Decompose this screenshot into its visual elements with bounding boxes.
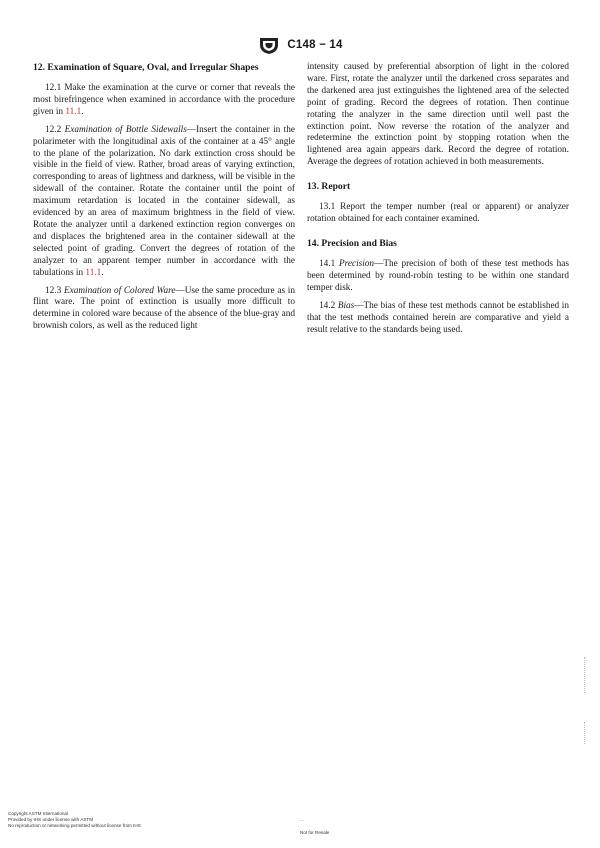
paragraph-12-1-text: 12.1 Make the examination at the curve or corner that reveals the most birefringence when examined in accordance with the procedure given in — [33, 83, 295, 117]
section-12-heading: 12. Examination of Square, Oval, and Irregular Shapes — [33, 62, 259, 73]
reference-link-11-1-second[interactable]: 11.1 — [85, 267, 102, 278]
paragraph-14-1-number: 14.1 — [319, 258, 339, 269]
paragraph-14-2-title: Bias — [337, 300, 355, 311]
paragraph-12-2 — [33, 125, 295, 280]
margin-dot-divider-upper — [584, 657, 587, 693]
left-column — [33, 62, 295, 342]
paragraph-14-1 — [307, 259, 569, 295]
paragraph-12-3-number: 12.3 — [45, 285, 64, 296]
paragraph-12-1-end: . — [81, 106, 84, 117]
paragraph-12-2-end: . — [101, 267, 104, 278]
two-column-body — [33, 62, 569, 342]
paragraph-12-3-continued: intensity caused by preferential absorption of light in the colored ware. First, rotate the analyzer until the darkened cross separates and the darkened area just extinguishes the lightened area of the selected point of grading. Record the degrees of rotation. Then continue rotating the analyzer in the same direction until well past the extinction point. Now reverse the rotation of the analyzer and redetermine the extinction point by stopping rotation when the lightened area again appears dark. Record the degree of rotation. Average the degrees of rotation achieved in both measurements. — [307, 62, 569, 168]
reference-link-11-1[interactable]: 11.1 — [65, 106, 82, 117]
paragraph-12-1 — [33, 83, 295, 119]
paragraph-14-2-text: —The bias of these test methods cannot be established in that the test methods contained herein are comparative and yield a result relative to the standards being used. — [307, 300, 569, 335]
paragraph-14-2 — [307, 301, 569, 337]
paragraph-12-2-text: —Insert the container in the polarimeter with the longitudinal axis of the container at a 45° angle to the plane of the polarization. No dark extinction cross should be visible in the field of view. Rather, broad areas of varying extinction, corresponding to areas of lightness and darkness, will be visible in the sidewall of the container. Rotate the container until the point of maximum retardation is located in the container sidewall, as evidenced by an area of maximum brightness in the field of view. Rotate the analyzer until a darkened extinction region converges on and displaces the brightened area in the container sidewall at the selected point of grading. Convert the degrees of rotation of the analyzer to an apparent temper number in accordance with the tabulations in — [33, 124, 295, 278]
page-header — [0, 34, 600, 56]
license-line: Provided by IHS under license with ASTM — [8, 817, 94, 822]
margin-dot-divider-lower — [584, 722, 587, 744]
paragraph-12-2-number: 12.2 — [45, 124, 65, 135]
paragraph-12-3-title: Examination of Colored Ware — [63, 285, 176, 296]
paragraph-12-3-text: —Use the same procedure as in flint ware. The point of extinction is usually more difficult to determine in colored ware because of the absence of the blue-gray and brownish colors, as well as the reduced light — [33, 285, 295, 332]
not-for-resale-label: Not for Resale — [300, 830, 330, 835]
copyright-line: Copyright ASTM International — [8, 811, 69, 816]
paragraph-14-2-number: 14.2 — [319, 300, 338, 311]
astm-logo-icon — [257, 34, 281, 56]
paragraph-14-1-title: Precision — [338, 258, 375, 269]
section-14-heading: 14. Precision and Bias — [307, 237, 397, 249]
paragraph-12-3 — [33, 286, 295, 334]
standard-designation: C148 − 14 — [287, 39, 343, 51]
footer-tick: - - — [299, 818, 304, 824]
right-column — [307, 62, 569, 342]
reproduction-line: No reproduction or networking permitted without license from IHS — [8, 823, 141, 828]
section-13-heading: 13. Report — [307, 181, 351, 193]
copyright-footer — [8, 811, 141, 829]
paragraph-14-1-text: —The precision of both of these test methods has been determined by round-robin testing to be within one standard temper disk. — [307, 258, 570, 293]
paragraph-13-1: 13.1 Report the temper number (real or apparent) or analyzer rotation obtained for each container examined. — [307, 202, 569, 225]
paragraph-12-2-title: Examination of Bottle Sidewalls — [64, 124, 187, 135]
